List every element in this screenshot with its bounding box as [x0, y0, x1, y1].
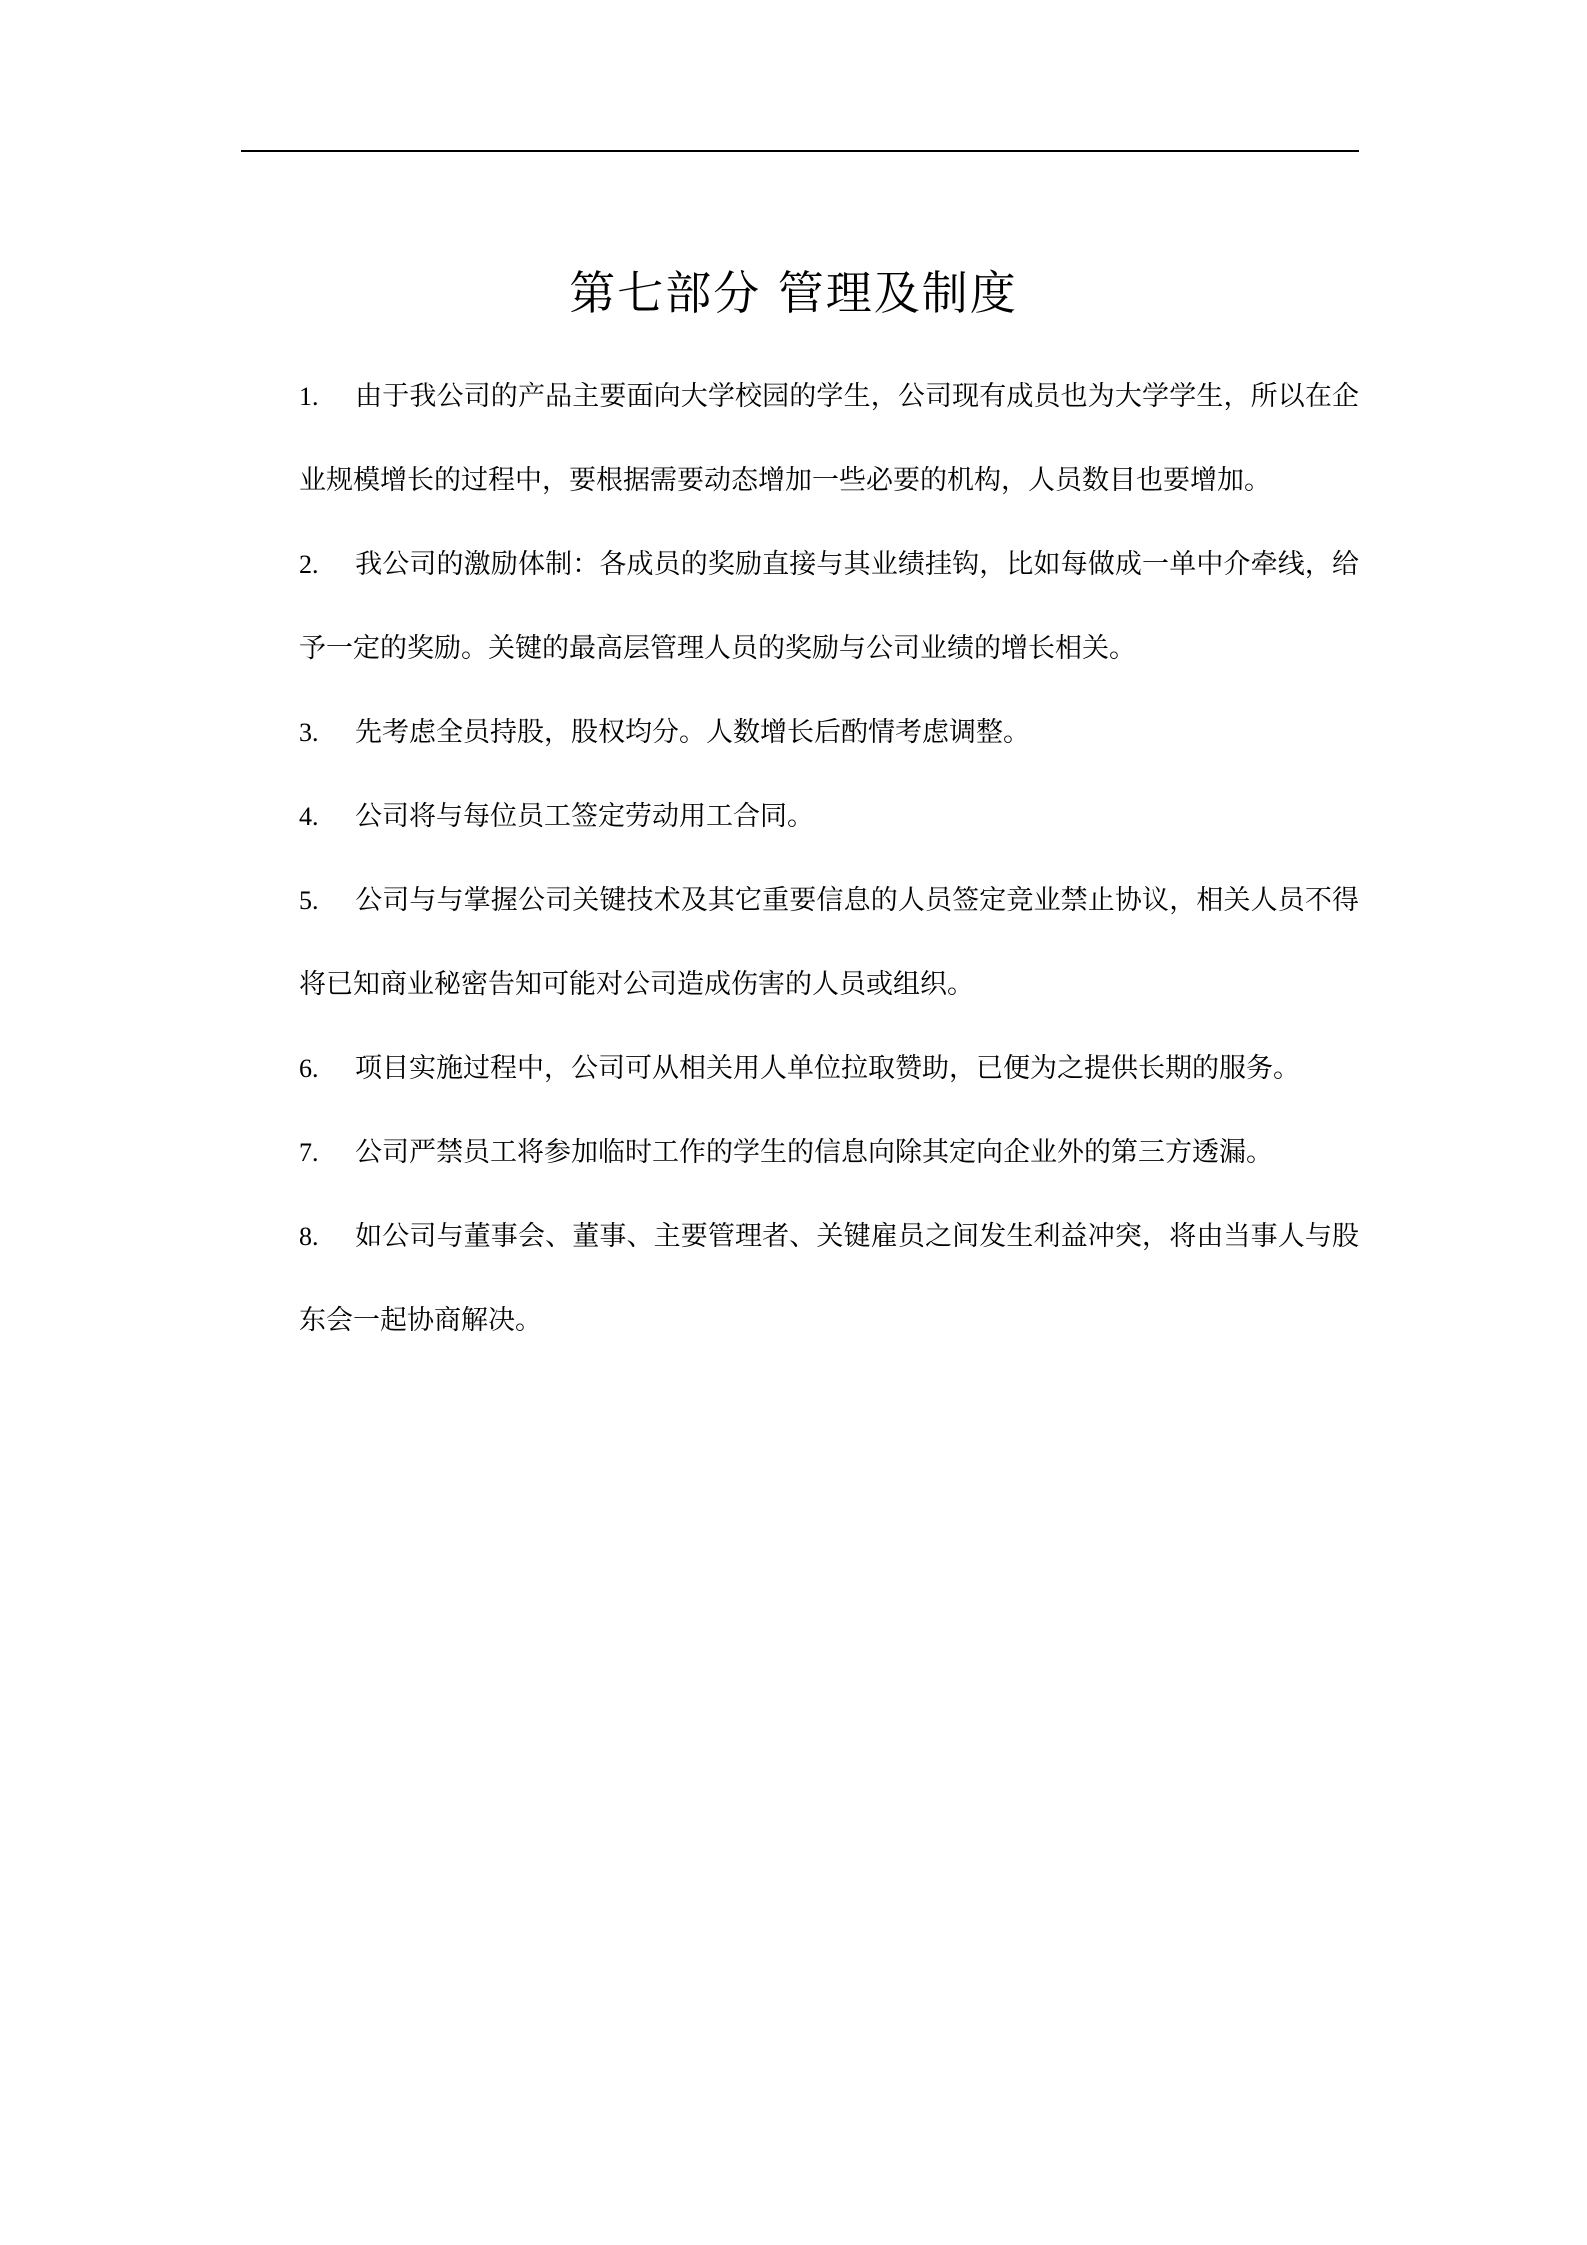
item-number: 4. — [299, 802, 319, 831]
header-rule — [241, 150, 1359, 152]
item-text: 项目实施过程中，公司可从相关用人单位拉取赞助，已便为之提供长期的服务。 — [355, 1053, 1300, 1084]
page-title: 第七部分 管理及制度 — [569, 266, 1018, 320]
list-item — [299, 355, 1359, 523]
item-number: 7. — [299, 1138, 319, 1167]
item-number: 8. — [299, 1222, 319, 1251]
list-item — [299, 1111, 1359, 1195]
item-number: 1. — [299, 382, 319, 411]
list-item — [299, 775, 1359, 859]
item-text: 我公司的激励体制：各成员的奖励直接与其业绩挂钩，比如每做成一单中介牵线，给予一定的奖励。关键的最高层管理人员的奖励与公司业绩的增长相关。 — [299, 549, 1359, 664]
item-text: 公司与与掌握公司关键技术及其它重要信息的人员签定竞业禁止协议，相关人员不得将已知商业秘密告知可能对公司造成伤害的人员或组织。 — [299, 885, 1359, 1000]
item-text: 公司将与每位员工签定劳动用工合同。 — [355, 801, 814, 832]
list-item — [299, 1195, 1359, 1363]
item-number: 5. — [299, 886, 319, 915]
item-text: 由于我公司的产品主要面向大学校园的学生，公司现有成员也为大学学生，所以在企业规模增长的过程中，要根据需要动态增加一些必要的机构，人员数目也要增加。 — [299, 381, 1359, 496]
item-number: 6. — [299, 1054, 319, 1083]
body-text — [299, 355, 1359, 1363]
list-item — [299, 859, 1359, 1027]
list-item — [299, 523, 1359, 691]
item-number: 3. — [299, 718, 319, 747]
item-text: 如公司与董事会、董事、主要管理者、关键雇员之间发生利益冲突，将由当事人与股东会一起协商解决。 — [299, 1221, 1359, 1336]
list-item — [299, 1027, 1359, 1111]
item-text: 先考虑全员持股，股权均分。人数增长后酌情考虑调整。 — [355, 717, 1030, 748]
item-number: 2. — [299, 550, 319, 579]
list-item — [299, 691, 1359, 775]
item-text: 公司严禁员工将参加临时工作的学生的信息向除其定向企业外的第三方透漏。 — [355, 1137, 1273, 1168]
